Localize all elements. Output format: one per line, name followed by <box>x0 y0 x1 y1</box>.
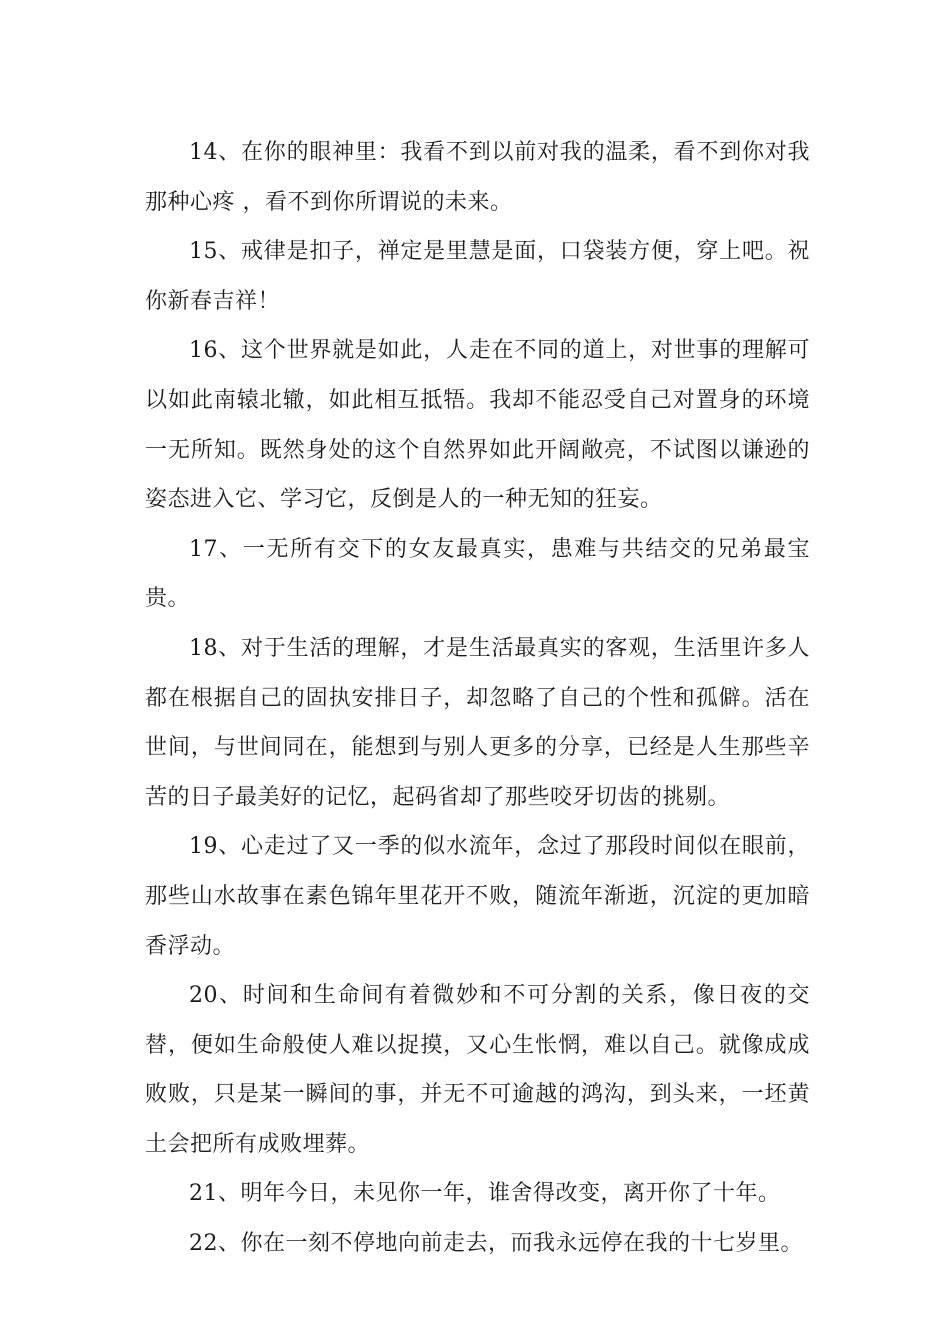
paragraph-21: 21、明年今日，未见你一年，谁舍得改变，离开你了十年。 <box>189 1181 781 1207</box>
paragraph-14: 14、在你的眼神里：我看不到以前对我的温柔，看不到你对我那种心疼 ，看不到你所谓说的未来。 <box>145 140 810 215</box>
paragraph-20: 20、时间和生命间有着微妙和不可分割的关系，像日夜的交替，便如生命般使人难以捉摸，又心生怅惘，难以自己。就像成成败败，只是某一瞬间的事，并无不可逾越的鸿沟，到头来，一坯黄土会把所有成败埋葬。 <box>145 983 810 1157</box>
paragraph-22: 22、你在一刻不停地向前走去，而我永远停在我的十七岁里。 <box>189 1231 803 1257</box>
paragraph-19: 19、心走过了又一季的似水流年，念过了那段时间似在眼前，那些山水故事在素色锦年里花开不败，随流年渐逝，沉淀的更加暗香浮动。 <box>145 834 810 959</box>
document-body <box>145 128 810 1269</box>
paragraph-15: 15、戒律是扣子，禅定是里慧是面，口袋装方便，穿上吧。祝你新春吉祥！ <box>145 239 810 314</box>
paragraph-18: 18、对于生活的理解，才是生活最真实的客观，生活里许多人都在根据自己的固执安排日子，却忽略了自己的个性和孤僻。活在世间，与世间同在，能想到与别人更多的分享，已经是人生那些辛苦的日子最美好的记忆，起码省却了那些咬牙切齿的挑剔。 <box>145 635 810 810</box>
paragraph-16: 16、这个世界就是如此，人走在不同的道上，对世事的理解可以如此南辕北辙，如此相互抵牾。我却不能忍受自己对置身的环境一无所知。既然身处的这个自然界如此开阔敞亮，不试图以谦逊的姿态进入它、学习它，反倒是人的一种无知的狂妄。 <box>145 338 810 513</box>
paragraph-17: 17、一无所有交下的女友最真实，患难与共结交的兄弟最宝贵。 <box>145 536 810 612</box>
